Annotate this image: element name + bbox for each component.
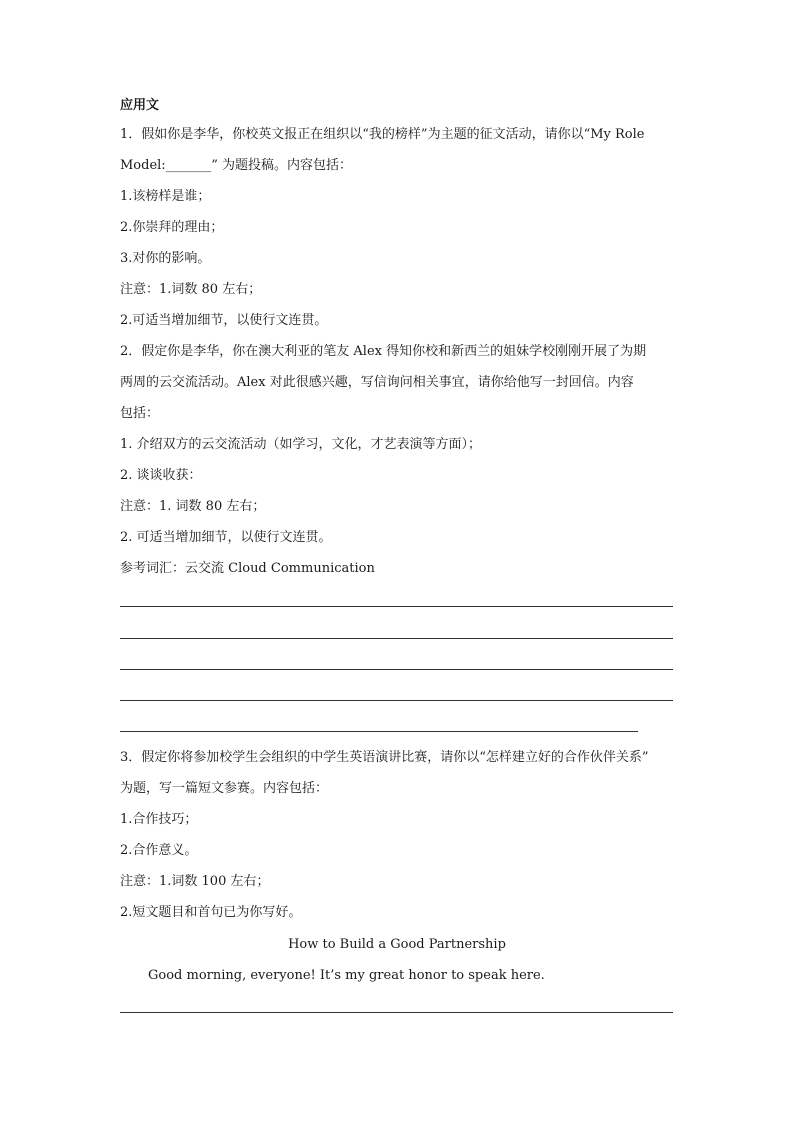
- answer-line[interactable]: [120, 669, 673, 670]
- q1-line1: 1．假如你是李华，你校英文报正在组织以“我的榜样”为主题的征文活动，请你以“My Role: [120, 127, 645, 142]
- q3-item2: 2.合作意义。: [120, 843, 198, 858]
- answer-line[interactable]: [120, 700, 673, 701]
- q1-note1: 注意：1.词数 80 左右；: [120, 282, 262, 297]
- q3-item1: 1.合作技巧；: [120, 812, 198, 827]
- q1-item1: 1.该榜样是谁；: [120, 189, 211, 204]
- q2-line2: 两周的云交流活动。Alex 对此很感兴趣，写信询问相关事宜，请你给他写一封回信。内容: [120, 375, 634, 390]
- answer-line[interactable]: [120, 638, 673, 639]
- q2-note1: 注意：1. 词数 80 左右；: [120, 499, 266, 514]
- q2-vocab: 参考词汇：云交流 Cloud Communication: [120, 561, 375, 576]
- q1-line2: Model:_______” 为题投稿。内容包括：: [120, 158, 352, 173]
- q3-line2: 为题，写一篇短文参赛。内容包括：: [120, 781, 329, 796]
- q2-line3: 包括：: [120, 406, 160, 421]
- section-title: 应用文: [120, 98, 160, 113]
- essay-title: How to Build a Good Partnership: [288, 937, 506, 952]
- answer-line[interactable]: [120, 731, 638, 732]
- q3-line1: 3．假定你将参加校学生会组织的中学生英语演讲比赛，请你以“怎样建立好的合作伙伴关系”: [120, 750, 649, 765]
- q1-note2: 2.可适当增加细节，以使行文连贯。: [120, 313, 328, 328]
- answer-line[interactable]: [120, 1012, 673, 1013]
- q3-note1: 注意：1.词数 100 左右；: [120, 874, 270, 889]
- q1-item2: 2.你崇拜的理由；: [120, 220, 224, 235]
- essay-first-sentence: Good morning, everyone! It’s my great honor to speak here.: [148, 968, 545, 983]
- q2-note2: 2. 可适当增加细节，以使行文连贯。: [120, 530, 332, 545]
- q1-item3: 3.对你的影响。: [120, 251, 211, 266]
- q2-item1: 1. 介绍双方的云交流活动（如学习，文化，才艺表演等方面）；: [120, 437, 482, 452]
- answer-line[interactable]: [120, 606, 673, 607]
- q3-note2: 2.短文题目和首句已为你写好。: [120, 905, 302, 920]
- q2-item2: 2. 谈谈收获：: [120, 468, 202, 483]
- q2-line1: 2．假定你是李华，你在澳大利亚的笔友 Alex 得知你校和新西兰的姐妹学校刚刚开展了为期: [120, 344, 647, 359]
